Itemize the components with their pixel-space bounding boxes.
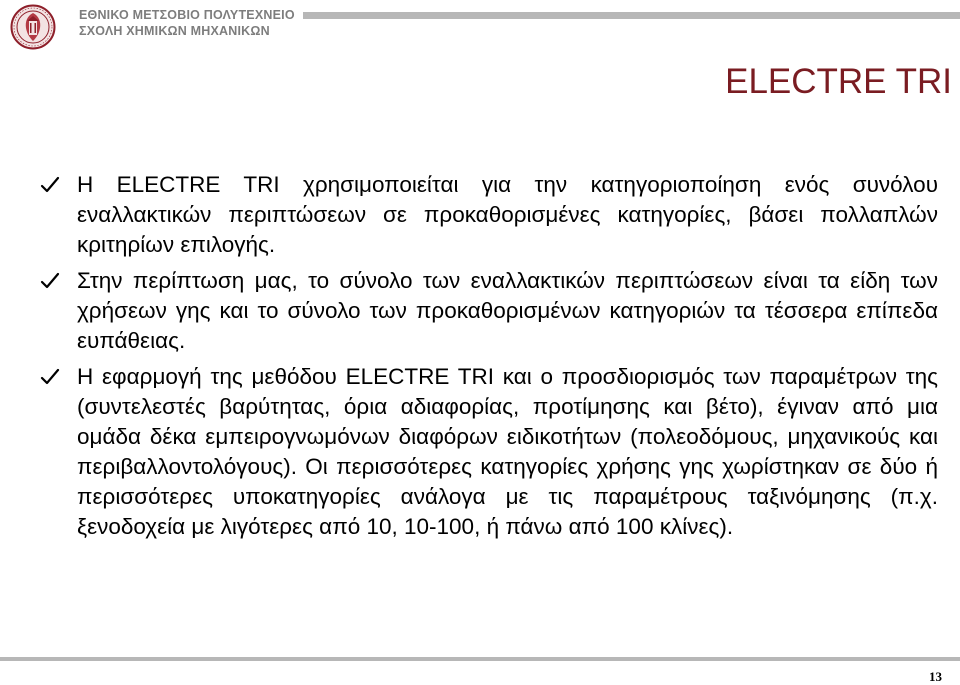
bullet-text: Η εφαρμογή της μεθόδου ELECTRE TRI και ο προσδιορισμός των παραμέτρων της (συντελεστές βαρύτητας, όρια αδιαφορίας, προτίμησης και βέτο), έγιναν από μια ομάδα δέκα εμπειρογνωμόνων διαφόρων ειδικοτήτων (πολεοδόμους, μηχανικούς και περιβαλλοντολόγους). Οι περισσότερες κατηγορίες χρήσης γης χωρίστηκαν σε δύο ή περισσότερες υποκατηγορίες ανάλογα με τις παραμέτρους ταξινόμησης (π.χ. ξενοδοχεία με λιγότερες από 10, 10-100, ή πάνω από 100 κλίνες). [77,364,938,539]
bullet-item [40,266,938,356]
page-number: 13 [929,669,942,684]
bullet-item [40,362,938,542]
university-seal-icon [10,4,56,50]
bullet-list [40,170,938,548]
footer-divider-bar [0,657,960,661]
slide-title: ELECTRE TRI [725,62,952,101]
bullet-item [40,170,938,260]
checkmark-icon [40,368,60,386]
institution-name [79,7,295,39]
bullet-text: Στην περίπτωση μας, το σύνολο των εναλλακτικών περιπτώσεων είναι τα είδη των χρήσεων γης και το σύνολο των προκαθορισμένων κατηγοριών τα τέσσερα επίπεδα ευπάθειας. [77,268,938,353]
checkmark-icon [40,176,60,194]
checkmark-icon [40,272,60,290]
institution-line-2: ΣΧΟΛΗ ΧΗΜΙΚΩΝ ΜΗΧΑΝΙΚΩΝ [79,24,270,38]
bullet-text: Η ELECTRE TRI χρησιμοποιείται για την κατηγοριοποίηση ενός συνόλου εναλλακτικών περιπτώσεων σε προκαθορισμένες κατηγορίες, βάσει πολλαπλών κριτηρίων επιλογής. [77,172,938,257]
header-divider-bar [303,12,960,19]
institution-line-1: ΕΘΝΙΚΟ ΜΕΤΣΟΒΙΟ ΠΟΛΥΤΕΧΝΕΙΟ [79,8,295,22]
